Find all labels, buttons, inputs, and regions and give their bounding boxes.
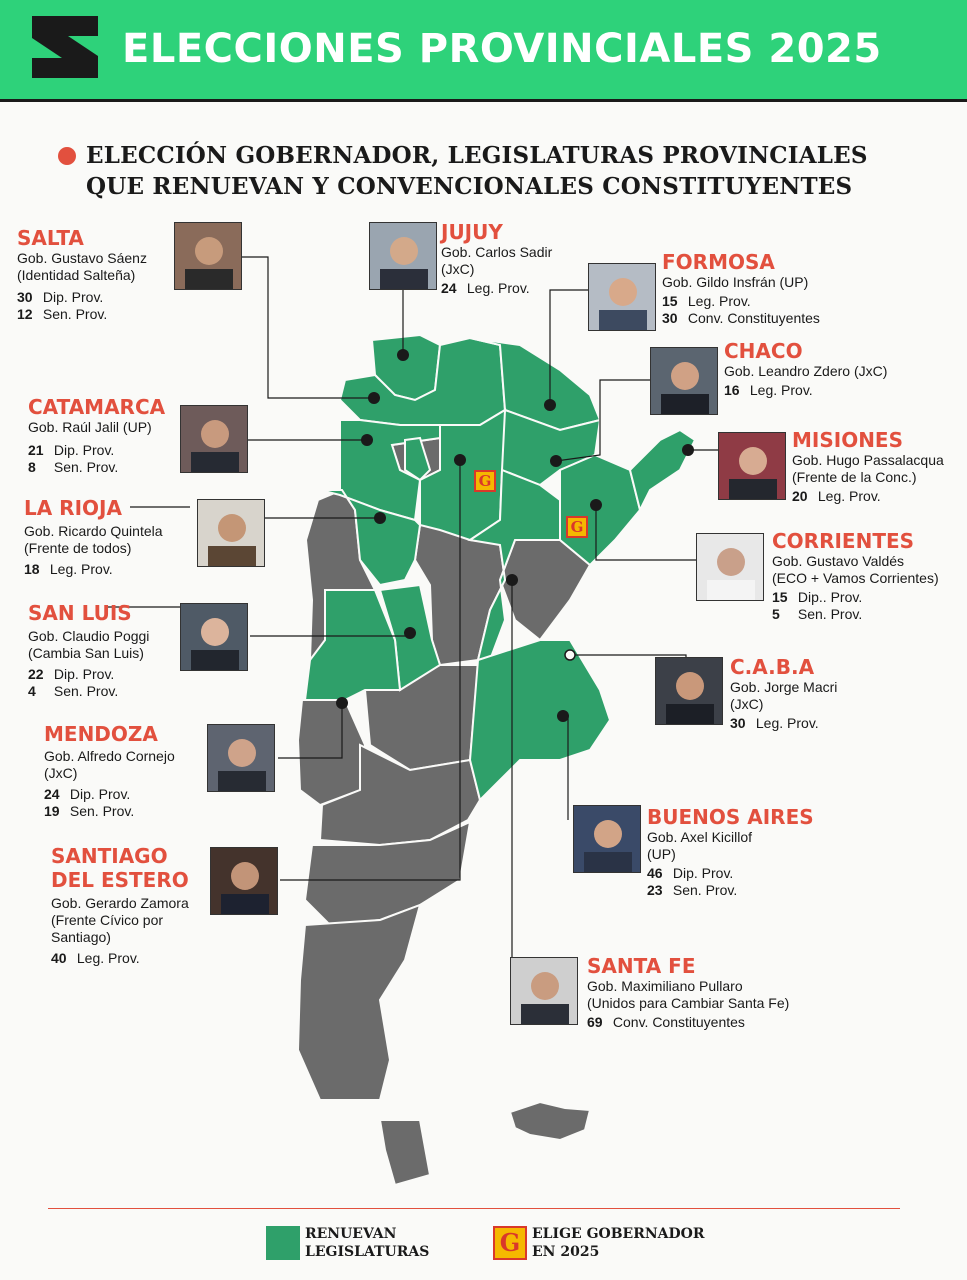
seat-count: 5 [772, 606, 780, 622]
province-name: SANTA FE [587, 954, 696, 978]
seat-label: Dip. Prov. [42, 289, 104, 305]
seat-label: Leg. Prov. [49, 561, 113, 577]
province-corrientes [772, 529, 939, 623]
governor-name: Gob. Gildo Insfrán (UP) [662, 274, 809, 290]
seat-line [662, 310, 820, 327]
province-santa-fe [587, 954, 789, 1031]
legend-governor-badge-icon: G [493, 1226, 527, 1260]
governor-badge-corrientes-icon: G [566, 516, 588, 538]
legend-renuevan-line-1: RENUEVAN [305, 1226, 397, 1242]
seat-count: 18 [24, 561, 40, 577]
portrait-santiago [210, 847, 278, 915]
party-name: (Frente de todos) [24, 540, 132, 556]
governor-name: Gob. Carlos Sadir [441, 244, 553, 260]
region-buenos-aires [470, 640, 610, 800]
seat-count: 24 [441, 280, 457, 296]
seat-line [662, 293, 820, 310]
seat-count: 69 [587, 1014, 603, 1030]
portrait-la-rioja [197, 499, 265, 567]
province-name: JUJUY [441, 220, 503, 244]
portrait-catamarca [180, 405, 248, 473]
party-name: (ECO + Vamos Corrientes) [772, 570, 939, 586]
seat-line [44, 786, 175, 803]
portrait-san-luis [180, 603, 248, 671]
portrait-mendoza [207, 724, 275, 792]
province-salta [17, 226, 147, 323]
province-name: CATAMARCA [28, 395, 166, 419]
seat-label: Sen. Prov. [672, 882, 738, 898]
party-name: (JxC) [441, 261, 475, 277]
region-corrientes [560, 455, 640, 565]
portrait-buenos-aires [573, 805, 641, 873]
region-tierra-del-fuego [380, 1120, 430, 1185]
seat-count: 8 [28, 459, 36, 475]
seat-count: 15 [662, 293, 678, 309]
portrait-caba [655, 657, 723, 725]
seat-label: Conv. Constituyentes [612, 1014, 745, 1030]
governor-name: Gob. Jorge Macri [730, 679, 838, 695]
seat-count: 21 [28, 442, 44, 458]
legend-elige-line-1: ELIGE GOBERNADOR [532, 1226, 705, 1242]
seat-line [17, 289, 147, 306]
legend-elige [532, 1225, 704, 1261]
party-name-line-1: (Frente Cívico por [51, 912, 164, 928]
region-neuquen [298, 700, 365, 805]
seat-line [772, 606, 939, 623]
governor-name: Gob. Maximiliano Pullaro [587, 978, 743, 994]
province-name: MENDOZA [44, 722, 158, 746]
seat-count: 30 [662, 310, 678, 326]
seat-label: Leg. Prov. [687, 293, 751, 309]
seat-line [792, 488, 944, 505]
province-mendoza [44, 722, 175, 820]
party-name-line-2: Santiago) [51, 929, 111, 945]
province-caba [730, 655, 837, 732]
gray-provinces [298, 438, 590, 1185]
province-santiago-del-estero [51, 844, 189, 967]
seat-line [724, 382, 887, 399]
seat-label: Sen. Prov. [797, 606, 863, 622]
seat-line [730, 715, 837, 732]
seat-count: 46 [647, 865, 663, 881]
province-name: FORMOSA [662, 250, 775, 274]
governor-name: Gob. Hugo Passalacqua [792, 452, 944, 468]
portrait-misiones [718, 432, 786, 500]
legend-renuevan [305, 1225, 429, 1261]
seat-label: Leg. Prov. [76, 950, 140, 966]
seat-line [647, 882, 814, 899]
seat-line [17, 306, 147, 323]
seat-count: 12 [17, 306, 33, 322]
portrait-formosa [588, 263, 656, 331]
province-buenos-aires [647, 805, 814, 899]
seat-line [44, 803, 175, 820]
governor-name: Gob. Claudio Poggi [28, 628, 150, 644]
seat-count: 15 [772, 589, 788, 605]
seat-line [24, 561, 163, 578]
governor-name: Gob. Gerardo Zamora [51, 895, 189, 911]
seat-line [772, 589, 939, 606]
seat-label: Dip. Prov. [53, 442, 115, 458]
province-name: C.A.B.A [730, 655, 815, 679]
party-name: (Frente de la Conc.) [792, 469, 917, 485]
seat-label: Sen. Prov. [53, 459, 119, 475]
party-name: (Cambia San Luis) [28, 645, 144, 661]
province-name: SALTA [17, 226, 84, 250]
governor-name: Gob. Alfredo Cornejo [44, 748, 175, 764]
seat-count: 24 [44, 786, 60, 802]
governor-name: Gob. Gustavo Valdés [772, 553, 905, 569]
party-name: (Unidos para Cambiar Santa Fe) [587, 995, 790, 1011]
seat-label: Sen. Prov. [69, 803, 135, 819]
province-name: SAN LUIS [28, 601, 132, 625]
governor-name: Gob. Raúl Jalil (UP) [28, 419, 152, 435]
province-san-luis [28, 601, 149, 700]
seat-line [28, 683, 149, 700]
seat-label: Conv. Constituyentes [687, 310, 820, 326]
caba-marker [565, 650, 575, 660]
seat-label: Dip. Prov. [672, 865, 734, 881]
party-name: (JxC) [730, 696, 764, 712]
seat-count: 30 [17, 289, 33, 305]
party-name: (JxC) [44, 765, 78, 781]
party-name: (Identidad Salteña) [17, 267, 136, 283]
seat-count: 40 [51, 950, 67, 966]
page-title: ELECCIONES PROVINCIALES 2025 [122, 26, 882, 72]
footer-divider [48, 1208, 900, 1209]
seat-count: 19 [44, 803, 60, 819]
legend-elige-line-2: EN 2025 [532, 1244, 600, 1260]
seat-label: Dip. Prov. [53, 666, 115, 682]
portrait-chaco [650, 347, 718, 415]
seat-label: Dip.. Prov. [797, 589, 863, 605]
seat-label: Leg. Prov. [466, 280, 530, 296]
province-jujuy [441, 220, 552, 297]
seat-count: 20 [792, 488, 808, 504]
province-name: BUENOS AIRES [647, 805, 814, 829]
province-name: CHACO [724, 339, 803, 363]
region-santa-cruz [298, 905, 420, 1100]
governor-name: Gob. Gustavo Sáenz [17, 250, 147, 266]
seat-line [441, 280, 552, 297]
seat-count: 23 [647, 882, 663, 898]
seat-count: 16 [724, 382, 740, 398]
seat-count: 22 [28, 666, 44, 682]
province-name: MISIONES [792, 428, 903, 452]
governor-name: Gob. Axel Kicillof [647, 829, 753, 845]
province-misiones [792, 428, 944, 505]
province-name-line-2: DEL ESTERO [51, 868, 189, 892]
seat-line [587, 1014, 789, 1031]
seat-line [647, 865, 814, 882]
province-la-rioja [24, 496, 163, 578]
region-malvinas [510, 1102, 590, 1140]
province-chaco [724, 339, 887, 399]
seat-line [28, 442, 165, 459]
seat-label: Sen. Prov. [42, 306, 108, 322]
seat-label: Sen. Prov. [53, 683, 119, 699]
province-name: LA RIOJA [24, 496, 122, 520]
seat-label: Leg. Prov. [817, 488, 881, 504]
party-name: (UP) [647, 846, 676, 862]
province-formosa [662, 250, 820, 327]
seat-count: 30 [730, 715, 746, 731]
seat-label: Leg. Prov. [749, 382, 813, 398]
portrait-corrientes [696, 533, 764, 601]
subtitle-line-2: QUE RENUEVAN Y CONVENCIONALES CONSTITUYENTES [86, 173, 853, 200]
governor-name: Gob. Ricardo Quintela [24, 523, 163, 539]
seat-label: Dip. Prov. [69, 786, 131, 802]
province-name-line-1: SANTIAGO [51, 844, 168, 868]
legend-renuevan-line-2: LEGISLATURAS [305, 1244, 430, 1260]
seat-label: Leg. Prov. [755, 715, 819, 731]
subtitle-line-1: ELECCIÓN GOBERNADOR, LEGISLATURAS PROVINCIALES [86, 142, 868, 169]
seat-count: 4 [28, 683, 36, 699]
province-catamarca [28, 395, 165, 476]
province-name: CORRIENTES [772, 529, 915, 553]
governor-badge-santiago-icon: G [474, 470, 496, 492]
seat-line [28, 666, 149, 683]
seat-line [28, 459, 165, 476]
portrait-salta [174, 222, 242, 290]
region-misiones [630, 430, 695, 510]
seat-line [51, 950, 189, 967]
portrait-santa-fe [510, 957, 578, 1025]
portrait-jujuy [369, 222, 437, 290]
legend-green-swatch [266, 1226, 300, 1260]
governor-name: Gob. Leandro Zdero (JxC) [724, 363, 888, 379]
